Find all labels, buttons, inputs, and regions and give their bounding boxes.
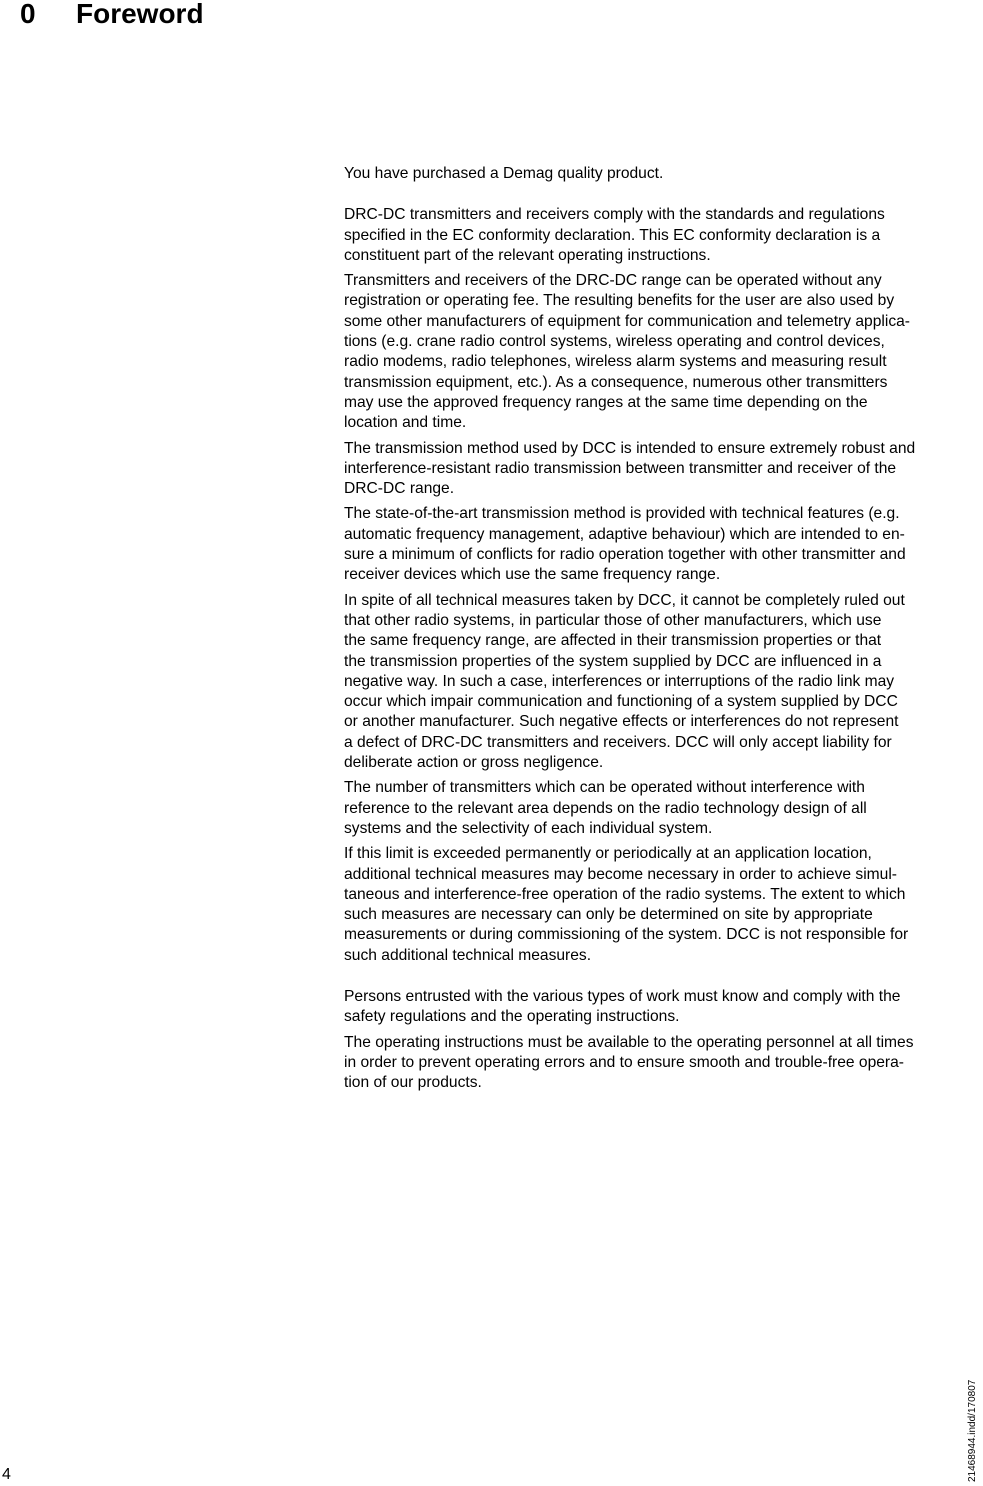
paragraph-transmitter-count: The number of transmitters which can be operated without interference with reference to the relevant area depends on the radio technology design of all systems and the selectivity of each individual system. [344, 779, 867, 837]
paragraph-registration: Transmitters and receivers of the DRC-DC range can be operated without any registration or operating fee. The resulting benefits for the user are also used by some other manufacturers of equipment for communication and telemetry applica- tions (e.g. crane radio control systems, wireless operating and control devices, radio modems, radio telephones, wireless alarm systems and measuring result transmission equipment, etc.). As a consequence, numerous other transmitters may use the approved frequency ranges at the same time depending on the location and time. [344, 272, 910, 432]
paragraph-availability: The operating instructions must be available to the operating personnel at all times in order to prevent operating errors and to ensure smooth and trouble-free opera- tion of our products. [344, 1033, 914, 1092]
paragraph-conformity: DRC-DC transmitters and receivers comply with the standards and regulations specified in the EC conformity declaration. This EC conformity declaration is a constituent part of the relevant operating instructions. [344, 206, 885, 264]
paragraph-safety: Persons entrusted with the various types of work must know and comply with the safety regulations and the operating instructions. [344, 987, 901, 1026]
paragraph-technical-features: The state-of-the-art transmission method is provided with technical features (e.g. automatic frequency management, adaptive behaviour) which are intended to en- sure a minimum of conflicts for radio operation together with other transmitter and receiver devices which use the same frequency range. [344, 505, 906, 584]
section-title: Foreword [76, 0, 204, 29]
paragraph-liability: In spite of all technical measures taken by DCC, it cannot be completely ruled out that other radio systems, in particular those of other manufacturers, which use the same frequency range, are affected in their transmission properties or that the transmission properties of the system supplied by DCC are influenced in a negative way. In such a case, interferences or interruptions of the radio link may occur which impair communication and functioning of a system supplied by DCC or another manufacturer. Such negative effects or interferences do not represent a defect of DRC-DC transmitters and receivers. DCC will only accept liability for deliberate action or gross negligence. [344, 591, 905, 772]
paragraph-transmission-method: The transmission method used by DCC is intended to ensure extremely robust and interference-resistant radio transmission between transmitter and receiver of the DRC-DC range. [344, 439, 916, 498]
section-number: 0 [20, 0, 36, 29]
paragraph-intro: You have purchased a Demag quality product. [344, 165, 664, 182]
page-number: 4 [2, 1466, 11, 1483]
paragraph-limit-exceeded: If this limit is exceeded permanently or periodically at an application location, additional technical measures may become necessary in order to achieve simul- taneous and interference-free operation of the radio systems. The extent to which such measures are necessary can only be determined on site by appropriate measurements or during commissioning of the system. DCC is not responsible for such additional technical measures. [344, 845, 909, 964]
document-code: 21468944.indd/170807 [967, 1379, 978, 1482]
foreword-body [344, 164, 969, 1098]
